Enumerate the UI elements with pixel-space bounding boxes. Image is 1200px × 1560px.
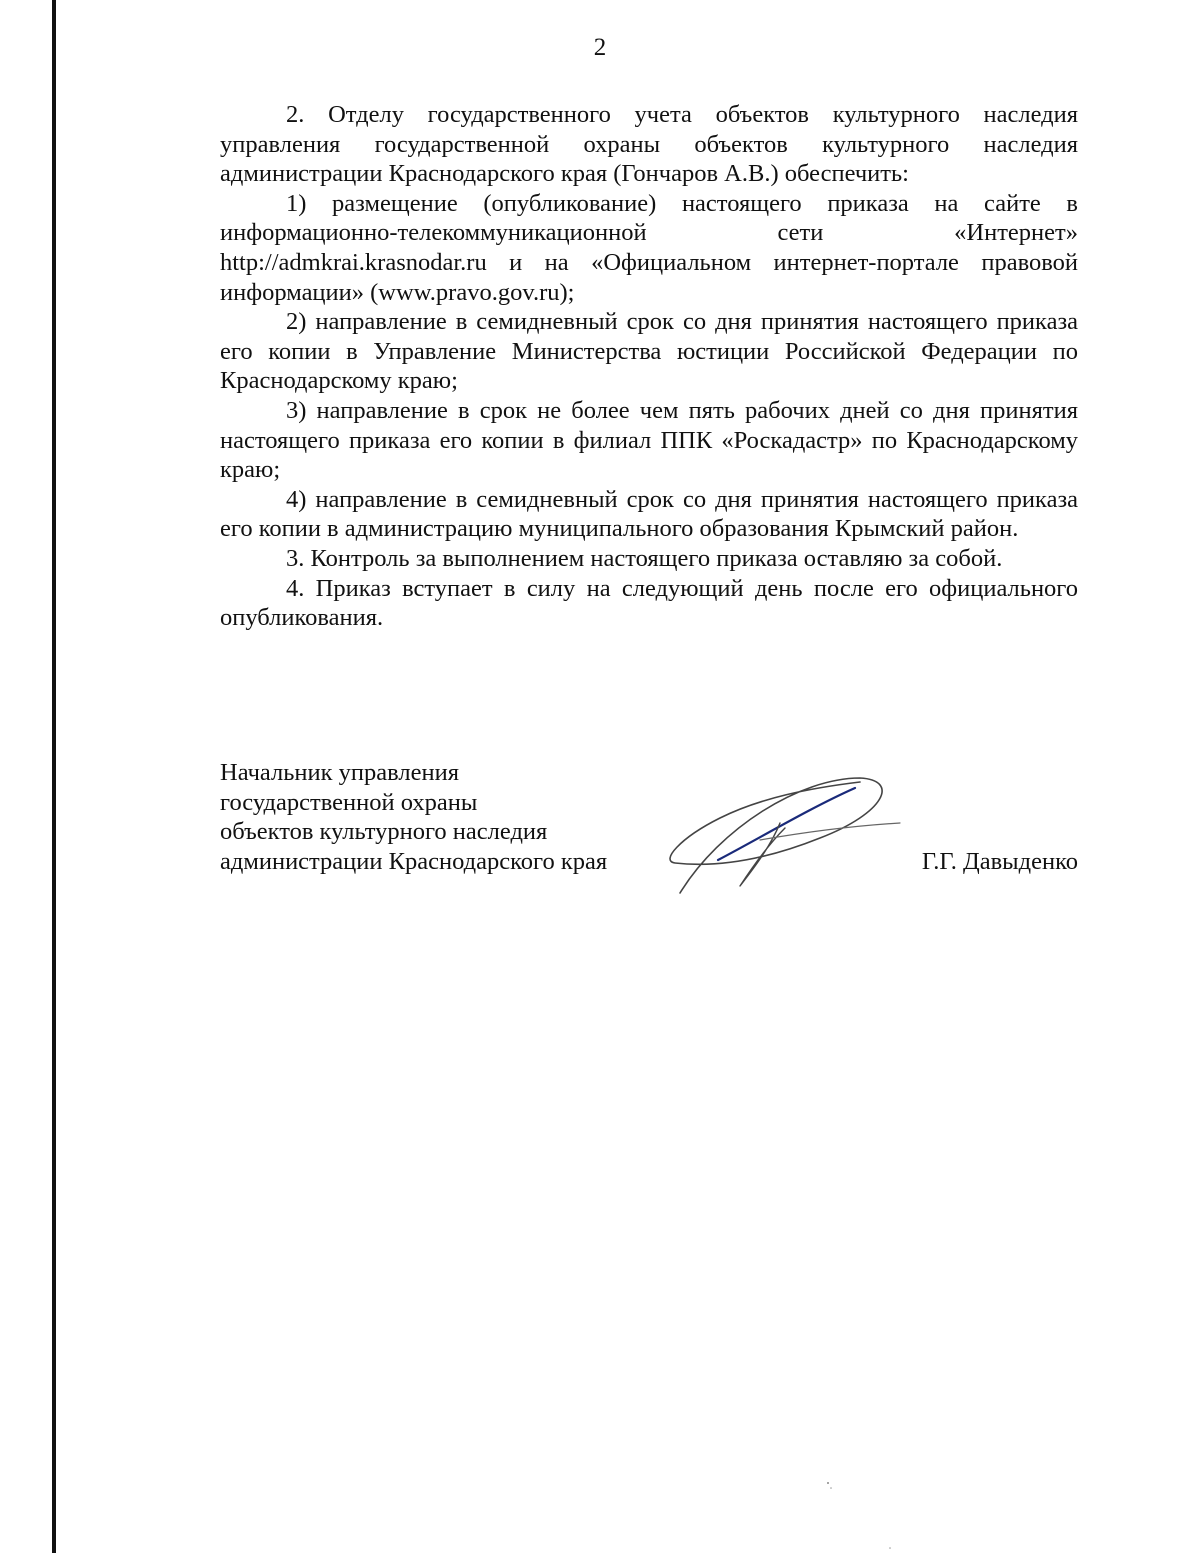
handwritten-signature: [660, 768, 910, 903]
signatory-title-line: Начальник управления: [220, 759, 459, 786]
document-body: [220, 100, 1078, 633]
paragraph-2-3-roskadastr: 3) направление в срок не более чем пять рабочих дней со дня принятия настоящего приказа его копии в филиал ППК «Роскадастр» по Краснодарскому краю;: [220, 396, 1078, 484]
paragraph-2-department-tasks: 2. Отделу государственного учета объектов культурного наследия управления государственной охраны объектов культурного наследия администрации Краснодарского края (Гончаров А.В.) обеспечить:: [220, 101, 1078, 188]
page-number: 2: [593, 34, 607, 61]
signatory-name: Г.Г. Давыденко: [921, 847, 1078, 875]
signature-stroke: [670, 778, 882, 893]
signatory-title-line: объектов культурного наследия: [220, 818, 548, 846]
signature-stroke: [740, 823, 785, 886]
paragraph-2-1-publication: 1) размещение (опубликование) настоящего приказа на сайте в информационно-телекоммуникационной сети «Интернет» http://admkrai.krasnodar.ru и на «Официальном интернет-портале правовой информации» (www.pravo.gov.ru);: [220, 189, 1078, 306]
scan-specks: [820, 1480, 900, 1560]
signatory-title-line: государственной охраны: [220, 788, 478, 816]
signatory-title-line: администрации Краснодарского края: [220, 847, 608, 875]
signature-block: [220, 758, 1078, 876]
paragraph-2-4-municipal-administration: 4) направление в семидневный срок со дня принятия настоящего приказа его копии в администрацию муниципального образования Крымский район.: [220, 485, 1078, 543]
scan-edge-line: [52, 0, 56, 1553]
paragraph-2-2-ministry-of-justice: 2) направление в семидневный срок со дня принятия настоящего приказа его копии в Управление Министерства юстиции Российской Федерации по Краснодарскому краю;: [220, 308, 1078, 395]
paragraph-4-entry-into-force: 4. Приказ вступает в силу на следующий день после его официального опубликования.: [220, 574, 1078, 632]
paragraph-3-control: 3. Контроль за выполнением настоящего приказа оставляю за собой.: [286, 544, 1003, 572]
